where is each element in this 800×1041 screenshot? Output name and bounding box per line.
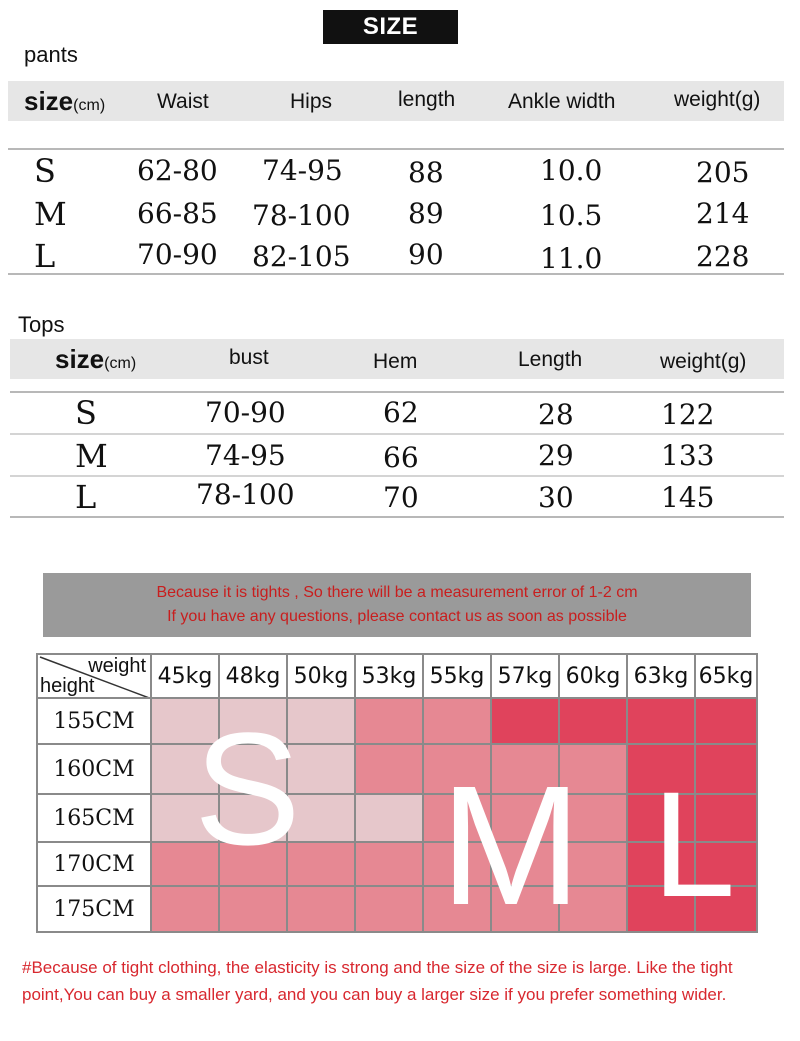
height-header: 170CM [36,841,152,887]
tops-cell: 28 [538,398,574,431]
pants-cell: 10.5 [540,199,603,232]
tops-size-l: L [75,478,97,516]
pants-row-divider [8,148,784,150]
pants-cell: 82-105 [252,240,351,273]
pants-cell: 228 [696,240,750,273]
tops-cell: 78-100 [196,478,295,511]
size-banner: SIZE [323,10,458,44]
pants-cell: 78-100 [252,199,351,232]
pants-size-m: M [34,195,67,233]
notice-line-1: Because it is tights , So there will be a measurement error of 1-2 cm [156,584,638,601]
tops-header-weight: weight(g) [660,350,747,373]
size-cell-m [286,885,356,933]
tops-size-m: M [75,437,108,475]
grid-letter-l: L [652,760,736,928]
weight-header: 45kg [150,653,220,699]
pants-size-s: S [34,152,56,190]
tops-cell: 29 [538,439,574,472]
tops-header-hem: Hem [373,350,418,373]
pants-cell: 74-95 [262,154,343,187]
tops-row-divider [10,475,784,477]
measurement-notice [43,573,751,637]
size-cell-m [150,885,220,933]
tops-cell: 122 [661,398,715,431]
pants-cell: 62-80 [137,154,218,187]
size-cell-m [354,841,424,887]
tops-size-s: S [75,394,97,432]
tops-cell: 74-95 [205,439,286,472]
pants-cell: 205 [696,156,750,189]
tops-cell: 62 [383,396,419,429]
tops-row-divider [10,433,784,435]
tops-cell: 70 [383,481,419,514]
tops-header-size: size(cm) [55,344,137,374]
pants-cell: 11.0 [540,242,603,275]
weight-header: 65kg [694,653,758,699]
pants-header-length: length [398,88,456,111]
pants-cell: 214 [696,197,750,230]
size-cell-m [218,885,288,933]
pants-cell: 88 [408,156,444,189]
grid-corner-cell [36,653,152,699]
size-cell-s [354,793,424,843]
size-cell-m [354,697,424,745]
height-header: 160CM [36,743,152,795]
tops-row-divider [10,516,784,518]
size-cell-l [626,697,696,745]
corner-height-label: height [40,675,95,697]
pants-label: pants [24,42,78,67]
weight-header: 63kg [626,653,696,699]
grid-letter-s: S [194,699,301,878]
pants-header-waist: Waist [157,90,209,113]
corner-weight-label: weight [88,655,146,677]
size-cell-m [354,743,424,795]
tops-cell: 133 [661,439,715,472]
weight-header: 60kg [558,653,628,699]
tops-row-divider [10,391,784,393]
size-cell-l [490,697,560,745]
pants-header-size: size(cm) [24,86,106,116]
tops-cell: 70-90 [205,396,286,429]
size-cell-m [422,697,492,745]
height-header: 165CM [36,793,152,843]
pants-size-l: L [34,237,56,275]
grid-letter-m: M [440,751,582,941]
pants-header-hips: Hips [290,90,333,113]
pants-header-ankle-width: Ankle width [508,90,616,113]
tops-header-bar [10,339,784,379]
tight-clothing-note: #Because of tight clothing, the elasticity is strong and the size of the size is large. Like the tight point,You can buy a smaller yard, and you can buy a larger size if you prefer something wider. [22,958,733,1004]
tops-cell: 145 [661,481,715,514]
pants-cell: 89 [408,197,444,230]
size-recommendation-grid [36,653,758,941]
weight-header: 57kg [490,653,560,699]
tops-label: Tops [18,312,65,337]
pants-cell: 66-85 [137,197,218,230]
pants-row-divider [8,273,784,275]
tops-header-length: Length [518,348,583,371]
size-cell-l [558,697,628,745]
tops-header-bust: bust [229,346,269,369]
tops-cell: 30 [538,481,574,514]
pants-cell: 90 [408,238,444,271]
pants-cell: 10.0 [540,154,603,187]
size-cell-l [694,697,758,745]
height-header: 175CM [36,885,152,933]
weight-header: 50kg [286,653,356,699]
weight-header: 53kg [354,653,424,699]
pants-header-bar [8,81,784,121]
tops-cell: 66 [383,441,419,474]
weight-header: 48kg [218,653,288,699]
weight-header: 55kg [422,653,492,699]
size-cell-m [354,885,424,933]
notice-line-2: If you have any questions, please contact us as soon as possible [167,608,627,625]
pants-cell: 70-90 [137,238,218,271]
height-header: 155CM [36,697,152,745]
pants-header-weight: weight(g) [674,88,761,111]
